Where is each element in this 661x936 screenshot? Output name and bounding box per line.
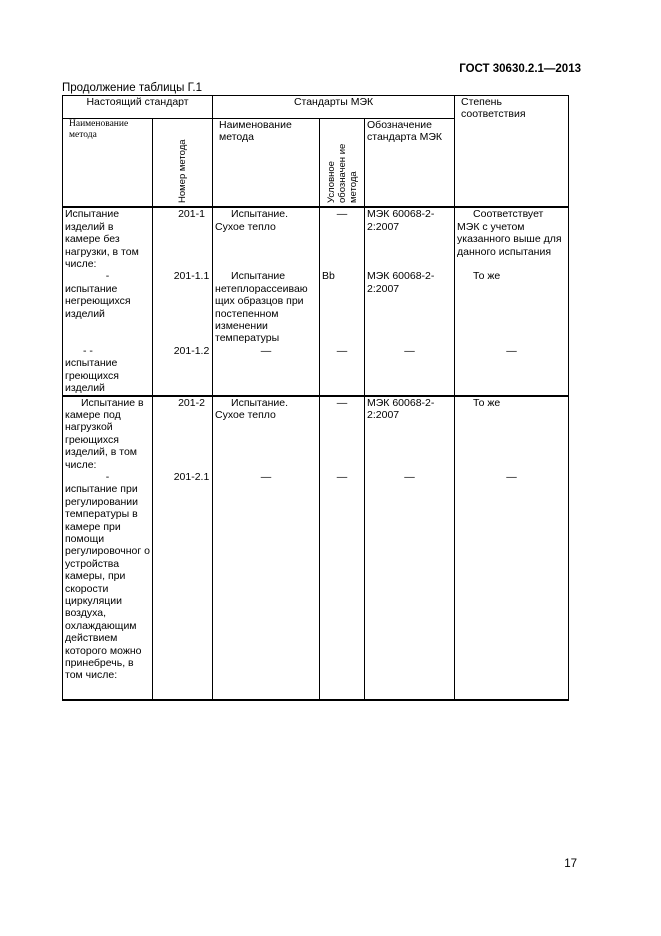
- row-method-number: [153, 396, 213, 471]
- header-current-standard: Настоящий стандарт: [63, 96, 213, 119]
- row-conformity-value: То же: [473, 270, 501, 283]
- row-conformity: [455, 270, 569, 344]
- row-conformity: —: [455, 345, 569, 396]
- row-iec-method-name: [213, 396, 320, 471]
- row-method-number-value: 201-1.1: [173, 270, 210, 283]
- row-iec-standard: МЭК 60068-2-2:2007: [365, 207, 455, 270]
- row-conformity: —: [455, 471, 569, 700]
- row-method-prefix: -: [105, 470, 110, 483]
- row-method-name: Испытание изделий в камере без нагрузки, в том числе:: [63, 207, 153, 270]
- row-method-name-value: испытание негреющихся изделий: [65, 282, 131, 320]
- row-iec-method-name-value: Испытание нетеплорассеиваю щих образцов при постепенном изменении температуры: [215, 270, 308, 345]
- row-iec-standard: МЭК 60068-2-2:2007: [365, 396, 455, 471]
- header-conventional-designation-label: Условное обозначен ие метода: [325, 143, 359, 203]
- table-row: [63, 471, 569, 700]
- row-method-number-value: 201-2.1: [173, 470, 210, 483]
- row-method-name-value: Испытание в камере под нагрузкой греющихся изделий, в том числе:: [65, 396, 144, 471]
- row-designation: —: [320, 345, 365, 396]
- row-conformity: [455, 396, 569, 471]
- row-method-name: [63, 270, 153, 344]
- row-iec-standard: —: [365, 471, 455, 700]
- row-method-name: [63, 471, 153, 700]
- row-iec-method-name: [213, 207, 320, 270]
- row-method-number: [153, 270, 213, 344]
- row-method-number: [153, 345, 213, 396]
- row-method-number-value: 201-1: [178, 208, 205, 221]
- header-degree-of-conformity: [455, 96, 569, 208]
- table-row: [63, 270, 569, 344]
- header-degree-of-conformity-label: Степень соответствия: [461, 96, 526, 121]
- table-row: [63, 345, 569, 396]
- row-method-prefix: -: [105, 270, 110, 283]
- row-iec-method-name: —: [213, 345, 320, 396]
- row-method-number-value: 201-1.2: [173, 344, 210, 357]
- row-iec-method-name: [213, 270, 320, 344]
- row-method-name-value: испытание при регулировании температуры в камере при помощи регулировочног о устройства камеры, при скорости циркуляции воздуха, охлаждающим действием которого можно принебречь, в том числе:: [65, 483, 150, 682]
- header-iec-standards: Стандарты МЭК: [213, 96, 455, 119]
- header-method-number-label: Номер метода: [177, 139, 188, 203]
- row-method-number: [153, 207, 213, 270]
- header-iec-method-name: [213, 119, 320, 208]
- conformity-table: [62, 95, 569, 701]
- header-method-number: [153, 119, 213, 208]
- row-designation: —: [320, 396, 365, 471]
- row-iec-method-name-value: Испытание. Сухое тепло: [215, 396, 288, 421]
- row-method-prefix: - -: [83, 344, 93, 357]
- table-row: [63, 396, 569, 471]
- standard-code: ГОСТ 30630.2.1—2013: [459, 63, 581, 75]
- header-iec-standard-designation: Обозначение стандарта МЭК: [365, 119, 455, 208]
- header-iec-method-name-label: Наименование метода: [219, 119, 292, 144]
- header-method-name: [63, 119, 153, 208]
- row-method-name-value: испытание греющихся изделий: [65, 357, 119, 395]
- row-designation: —: [320, 207, 365, 270]
- row-iec-method-name-value: Испытание. Сухое тепло: [215, 208, 288, 233]
- row-method-name: [63, 345, 153, 396]
- row-method-name: [63, 396, 153, 471]
- row-iec-method-name: —: [213, 471, 320, 700]
- row-conformity: [455, 207, 569, 270]
- header-conventional-designation: [320, 119, 365, 208]
- row-iec-standard: —: [365, 345, 455, 396]
- row-designation: Bb: [320, 270, 365, 344]
- table-caption: Продолжение таблицы Г.1: [62, 82, 203, 94]
- row-conformity-value: Соответствует МЭК с учетом указанного выше для данного испытания: [457, 208, 562, 258]
- row-method-number: [153, 471, 213, 700]
- row-conformity-value: То же: [473, 396, 501, 409]
- row-iec-standard: МЭК 60068-2-2:2007: [365, 270, 455, 344]
- table-header-row: [63, 96, 569, 119]
- row-method-number-value: 201-2: [178, 396, 205, 409]
- table-row: [63, 207, 569, 270]
- header-method-name-label: Наименование метода: [69, 119, 129, 140]
- row-designation: —: [320, 471, 365, 700]
- page-number: 17: [564, 858, 577, 870]
